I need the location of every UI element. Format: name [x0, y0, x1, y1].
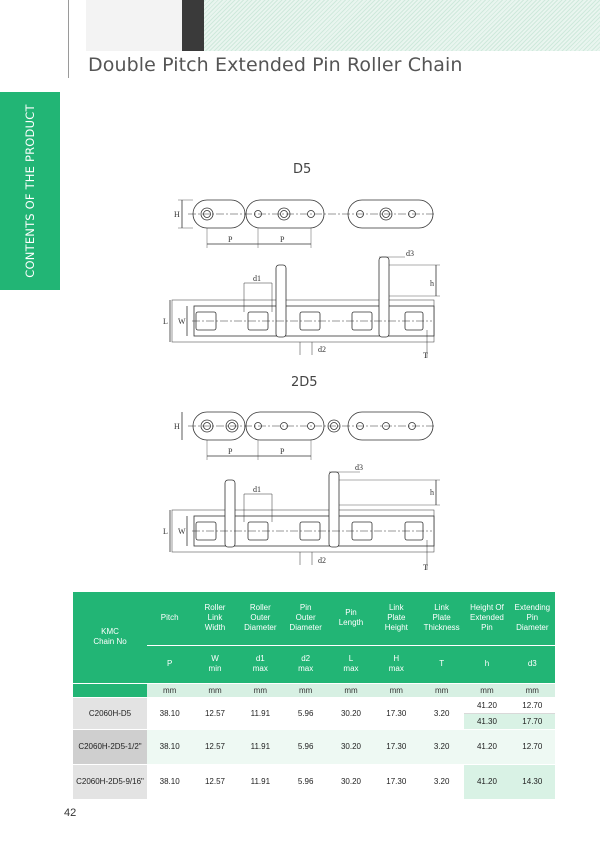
- cell-d2: 5.96: [283, 729, 328, 764]
- cell-d2: 5.96: [283, 764, 328, 799]
- d5-label-d2: d2: [318, 345, 326, 354]
- col-symbol-w: W min: [192, 645, 237, 683]
- cell-d3: 12.70: [510, 729, 555, 764]
- unit-cell: mm: [192, 683, 237, 697]
- col-symbol-t: T: [419, 645, 464, 683]
- 2d5-label-d1: d1: [253, 485, 261, 494]
- table-row: [73, 697, 555, 713]
- spec-table: [73, 592, 555, 800]
- d5-label-t: T: [423, 351, 428, 360]
- col-header-extending-pin-diameter: Extending Pin Diameter: [510, 592, 555, 645]
- 2d5-label-l: L: [163, 527, 168, 536]
- col-symbol-d3: d3: [510, 645, 555, 683]
- cell-d3: 17.70: [510, 713, 555, 729]
- cell-d3: 14.30: [510, 764, 555, 799]
- d5-label-h: H: [174, 210, 180, 219]
- cell-d1: 11.91: [238, 697, 283, 729]
- chain-no-header-line: Chain No: [93, 637, 127, 647]
- unit-cell: mm: [283, 683, 328, 697]
- cell-w: 12.57: [192, 697, 237, 729]
- 2d5-label-h: H: [174, 422, 180, 431]
- d5-label-d1: d1: [253, 274, 261, 283]
- unit-cell: mm: [374, 683, 419, 697]
- cell-l: 30.20: [328, 729, 373, 764]
- 2d5-label-w: W: [178, 527, 186, 536]
- d5-label-l: L: [163, 317, 168, 326]
- col-symbol-h: h: [464, 645, 509, 683]
- cell-pitch: 38.10: [147, 729, 192, 764]
- col-symbol-d1: d1 max: [238, 645, 283, 683]
- d5-label-d3: d3: [406, 249, 414, 258]
- diagram-title-2d5: 2D5: [291, 375, 318, 390]
- chain-no-cell: C2060H-2D5-1/2": [73, 729, 147, 764]
- cell-h: 41.20: [464, 729, 509, 764]
- d5-side-view: [170, 257, 440, 358]
- cell-l: 30.20: [328, 697, 373, 729]
- 2d5-label-d2: d2: [318, 556, 326, 565]
- col-header-height-of-extended-pin: Height Of Extended Pin: [464, 592, 509, 645]
- side-tab-label: CONTENTS OF THE PRODUCT: [23, 104, 37, 278]
- chain-no-header: [73, 592, 147, 683]
- col-header-pitch: Pitch: [147, 592, 192, 645]
- cell-d2: 5.96: [283, 697, 328, 729]
- col-header-pin-length: Pin Length: [328, 592, 373, 645]
- unit-cell: mm: [510, 683, 555, 697]
- cell-t: 3.20: [419, 764, 464, 799]
- d5-label-w: W: [178, 317, 186, 326]
- col-header-link-plate-thickness: Link Plate Thickness: [419, 592, 464, 645]
- col-header-pin-outer-diameter: Pin Outer Diameter: [283, 592, 328, 645]
- cell-h: 41.20: [464, 764, 509, 799]
- col-header-roller-link-width: Roller Link Width: [192, 592, 237, 645]
- table-row: [73, 729, 555, 764]
- cell-pitch: 38.10: [147, 697, 192, 729]
- unit-row-spacer: [73, 683, 147, 697]
- cell-h-max: 17.30: [374, 764, 419, 799]
- page-title: Double Pitch Extended Pin Roller Chain: [88, 54, 463, 76]
- d5-top-view: [178, 200, 436, 248]
- cell-w: 12.57: [192, 729, 237, 764]
- col-symbol-p: P: [147, 645, 192, 683]
- 2d5-side-view: [170, 472, 440, 570]
- d5-label-h-small: h: [430, 279, 434, 288]
- unit-cell: mm: [147, 683, 192, 697]
- unit-cell: mm: [419, 683, 464, 697]
- cell-h-max: 17.30: [374, 697, 419, 729]
- cell-l: 30.20: [328, 764, 373, 799]
- cell-h: 41.20: [464, 697, 509, 713]
- spec-table-name-row: [73, 592, 555, 645]
- col-symbol-l: L max: [328, 645, 373, 683]
- 2d5-label-d3: d3: [355, 463, 363, 472]
- 2d5-label-h-small: h: [430, 488, 434, 497]
- col-symbol-h-max: H max: [374, 645, 419, 683]
- unit-cell: mm: [464, 683, 509, 697]
- 2d5-label-t: T: [423, 563, 428, 572]
- d5-label-p2: P: [280, 235, 285, 244]
- cell-t: 3.20: [419, 729, 464, 764]
- 2d5-label-p1: P: [228, 447, 233, 456]
- unit-cell: mm: [238, 683, 283, 697]
- 2d5-label-p2: P: [280, 447, 285, 456]
- diagram-title-d5: D5: [293, 162, 312, 177]
- cell-w: 12.57: [192, 764, 237, 799]
- chain-no-header-line: KMC: [101, 627, 119, 637]
- cell-d3: 12.70: [510, 697, 555, 713]
- d5-label-p1: P: [228, 235, 233, 244]
- col-header-link-plate-height: Link Plate Height: [374, 592, 419, 645]
- cell-t: 3.20: [419, 697, 464, 729]
- cell-d1: 11.91: [238, 764, 283, 799]
- cell-h-max: 17.30: [374, 729, 419, 764]
- cell-pitch: 38.10: [147, 764, 192, 799]
- table-row: [73, 764, 555, 799]
- cell-d1: 11.91: [238, 729, 283, 764]
- col-header-roller-outer-diameter: Roller Outer Diameter: [238, 592, 283, 645]
- 2d5-top-view: [182, 412, 436, 460]
- col-symbol-d2: d2 max: [283, 645, 328, 683]
- unit-cell: mm: [328, 683, 373, 697]
- chain-no-cell: C2060H-D5: [73, 697, 147, 729]
- chain-no-cell: C2060H-2D5-9/16": [73, 764, 147, 799]
- page-number: 42: [64, 807, 77, 819]
- unit-row: [73, 683, 555, 697]
- cell-h: 41.30: [464, 713, 509, 729]
